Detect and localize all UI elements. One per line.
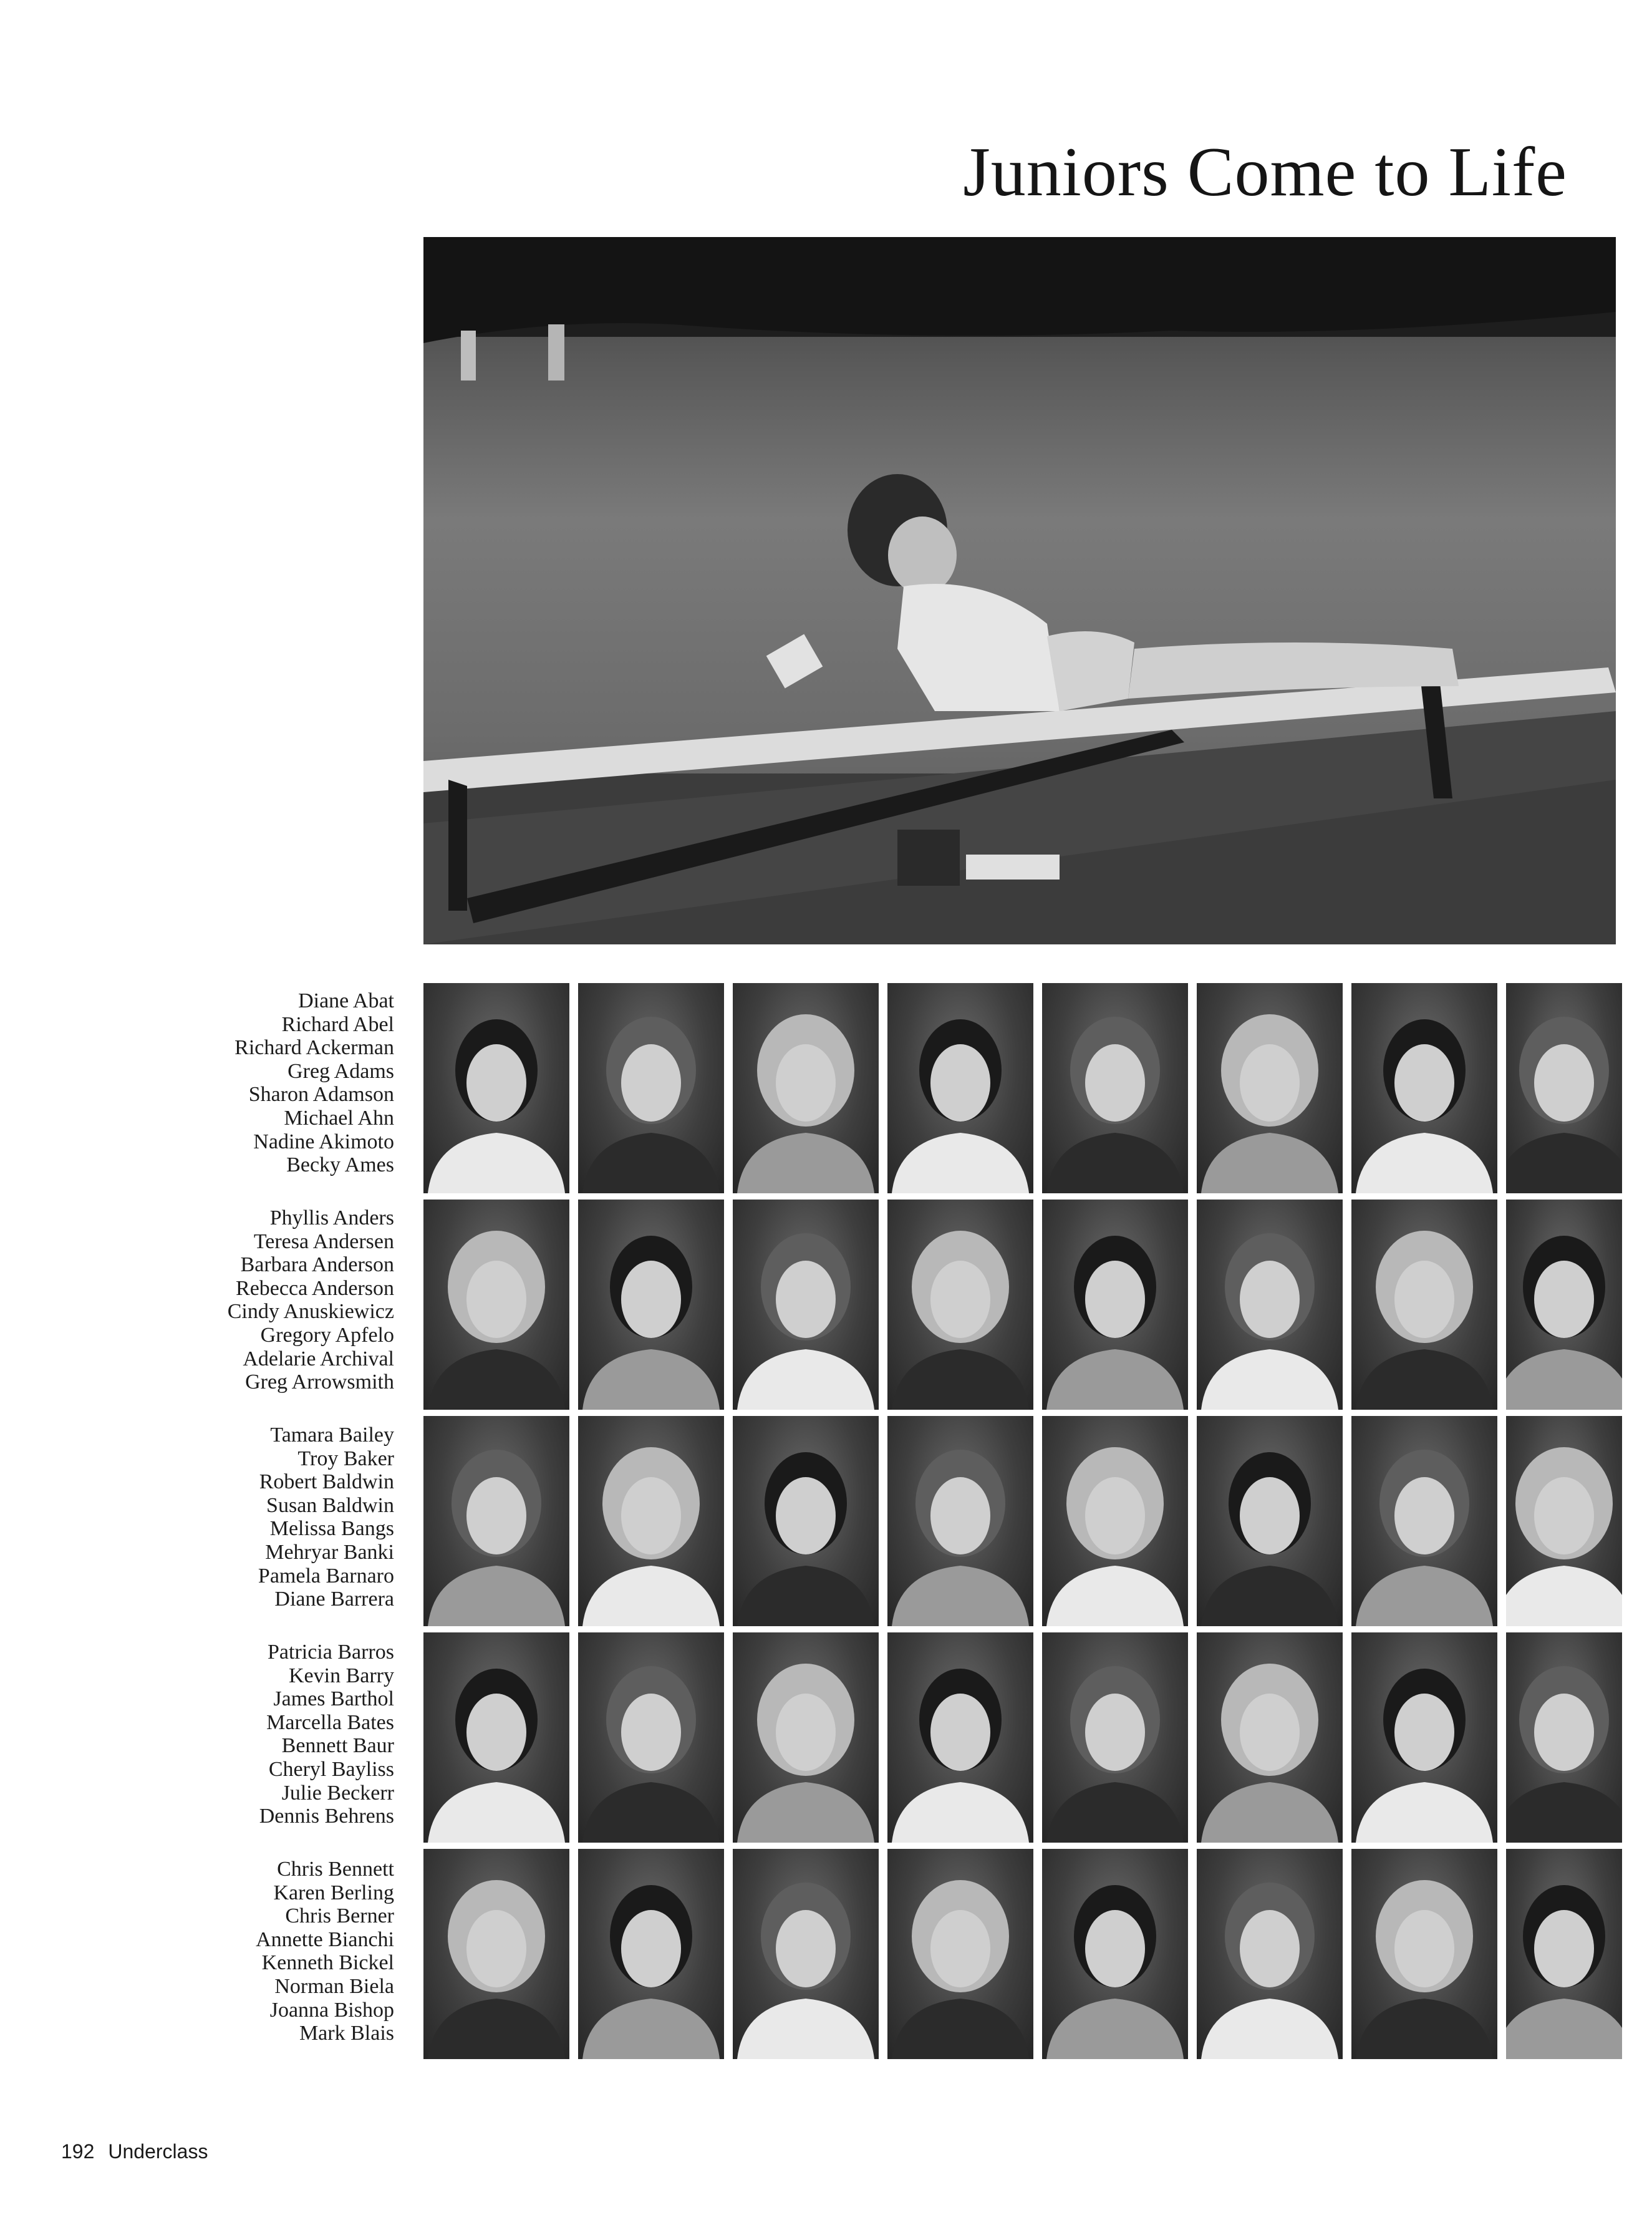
- student-portrait: [1351, 983, 1497, 1193]
- student-portrait: [1197, 1416, 1343, 1626]
- student-portrait: [1506, 1632, 1622, 1843]
- student-portrait: [1506, 1200, 1622, 1410]
- portrait-silhouette-icon: [733, 1200, 879, 1410]
- portrait-silhouette-icon: [578, 1416, 724, 1626]
- student-portrait: [423, 1632, 569, 1843]
- student-portrait: [1351, 1849, 1497, 2059]
- student-portrait: [733, 983, 879, 1193]
- portrait-silhouette-icon: [887, 1200, 1033, 1410]
- student-name: Kevin Barry: [288, 1664, 394, 1687]
- student-portrait: [1351, 1632, 1497, 1843]
- student-portrait: [733, 1416, 879, 1626]
- page-number: 192: [61, 2140, 95, 2163]
- hero-photo: [423, 237, 1616, 944]
- student-name: Becky Ames: [286, 1153, 394, 1177]
- student-portrait: [1197, 1849, 1343, 2059]
- name-list-group-3: [132, 1423, 394, 1611]
- portrait-silhouette-icon: [733, 1849, 879, 2059]
- page-footer: [61, 2140, 221, 2163]
- student-portrait: [578, 1632, 724, 1843]
- portrait-silhouette-icon: [1197, 983, 1343, 1193]
- student-portrait: [887, 1849, 1033, 2059]
- student-portrait: [1042, 1416, 1188, 1626]
- portrait-silhouette-icon: [1197, 1200, 1343, 1410]
- student-portrait: [578, 1849, 724, 2059]
- portrait-silhouette-icon: [1351, 983, 1497, 1193]
- portrait-row-3: [423, 1416, 1616, 1626]
- student-portrait: [423, 1416, 569, 1626]
- student-portrait: [423, 1200, 569, 1410]
- student-name: Pamela Barnaro: [258, 1564, 394, 1588]
- student-portrait: [1042, 1632, 1188, 1843]
- student-name: Diane Abat: [298, 989, 394, 1012]
- student-portrait: [423, 983, 569, 1193]
- student-name: Annette Bianchi: [256, 1927, 394, 1951]
- portrait-silhouette-icon: [1042, 1416, 1188, 1626]
- student-name: Kenneth Bickel: [261, 1951, 394, 1975]
- student-name: Norman Biela: [274, 1974, 394, 1998]
- student-name: Rebecca Anderson: [236, 1276, 394, 1300]
- portrait-row-4: [423, 1632, 1616, 1843]
- name-list-group-5: [132, 1858, 394, 2045]
- page-title: Juniors Come to Life: [963, 133, 1567, 211]
- section-name: Underclass: [108, 2140, 208, 2163]
- student-name: Susan Baldwin: [266, 1493, 394, 1517]
- student-portrait: [1506, 1416, 1622, 1626]
- portrait-silhouette-icon: [887, 1416, 1033, 1626]
- portrait-silhouette-icon: [1351, 1200, 1497, 1410]
- portrait-silhouette-icon: [1351, 1849, 1497, 2059]
- portrait-silhouette-icon: [578, 1849, 724, 2059]
- student-name: Teresa Andersen: [253, 1229, 394, 1253]
- name-list-group-4: [132, 1641, 394, 1828]
- portrait-silhouette-icon: [1197, 1849, 1343, 2059]
- student-portrait: [887, 1416, 1033, 1626]
- student-portrait: [733, 1849, 879, 2059]
- student-name: Karen Berling: [273, 1881, 394, 1904]
- student-portrait: [1506, 1849, 1622, 2059]
- portrait-silhouette-icon: [1506, 983, 1622, 1193]
- student-name: Julie Beckerr: [281, 1781, 394, 1805]
- student-name: Mehryar Banki: [265, 1540, 394, 1564]
- portrait-row-5: [423, 1849, 1616, 2059]
- student-portrait: [1042, 983, 1188, 1193]
- portrait-silhouette-icon: [1197, 1632, 1343, 1843]
- student-name: Bennett Baur: [281, 1734, 394, 1758]
- portrait-silhouette-icon: [1042, 1849, 1188, 2059]
- student-name: Michael Ahn: [284, 1106, 394, 1130]
- student-name: Cheryl Bayliss: [268, 1757, 394, 1781]
- portrait-silhouette-icon: [1197, 1416, 1343, 1626]
- student-name: Marcella Bates: [266, 1710, 394, 1734]
- student-portrait: [1506, 983, 1622, 1193]
- portrait-silhouette-icon: [423, 1849, 569, 2059]
- portrait-silhouette-icon: [733, 983, 879, 1193]
- portrait-silhouette-icon: [1042, 983, 1188, 1193]
- portrait-silhouette-icon: [1506, 1416, 1622, 1626]
- portrait-silhouette-icon: [733, 1416, 879, 1626]
- student-portrait: [1197, 983, 1343, 1193]
- student-portrait: [578, 1416, 724, 1626]
- student-portrait: [887, 983, 1033, 1193]
- student-name: Greg Arrowsmith: [245, 1370, 394, 1394]
- portrait-silhouette-icon: [423, 1200, 569, 1410]
- student-name: Melissa Bangs: [269, 1517, 394, 1541]
- student-name: Barbara Anderson: [240, 1253, 394, 1277]
- student-name: Richard Ackerman: [234, 1036, 394, 1060]
- student-name: James Barthol: [273, 1687, 394, 1711]
- portrait-silhouette-icon: [887, 1632, 1033, 1843]
- student-portrait: [887, 1200, 1033, 1410]
- student-portrait: [733, 1632, 879, 1843]
- portrait-silhouette-icon: [578, 1200, 724, 1410]
- student-name: Nadine Akimoto: [253, 1130, 394, 1153]
- portrait-silhouette-icon: [1351, 1632, 1497, 1843]
- student-portrait: [578, 1200, 724, 1410]
- student-name: Phyllis Anders: [269, 1206, 394, 1229]
- student-portrait: [887, 1632, 1033, 1843]
- student-name: Troy Baker: [297, 1447, 394, 1470]
- portrait-silhouette-icon: [1042, 1632, 1188, 1843]
- student-name: Robert Baldwin: [259, 1470, 394, 1494]
- student-name: Cindy Anuskiewicz: [227, 1300, 394, 1324]
- student-name: Patricia Barros: [268, 1641, 394, 1664]
- student-portrait: [1197, 1200, 1343, 1410]
- student-portrait: [578, 983, 724, 1193]
- portrait-silhouette-icon: [578, 1632, 724, 1843]
- student-name: Adelarie Archival: [243, 1347, 394, 1370]
- student-name: Mark Blais: [299, 2022, 394, 2045]
- student-name: Tamara Bailey: [270, 1423, 394, 1447]
- student-portrait: [1042, 1849, 1188, 2059]
- student-portrait: [1042, 1200, 1188, 1410]
- portrait-silhouette-icon: [1351, 1416, 1497, 1626]
- portrait-silhouette-icon: [887, 983, 1033, 1193]
- portrait-row-1: [423, 983, 1616, 1193]
- portrait-silhouette-icon: [578, 983, 724, 1193]
- student-name: Chris Berner: [285, 1904, 394, 1928]
- student-portrait: [1351, 1200, 1497, 1410]
- student-portrait: [733, 1200, 879, 1410]
- student-name: Diane Barrera: [274, 1588, 394, 1611]
- portrait-silhouette-icon: [1042, 1200, 1188, 1410]
- portrait-silhouette-icon: [733, 1632, 879, 1843]
- student-portrait: [1351, 1416, 1497, 1626]
- student-name: Greg Adams: [287, 1059, 394, 1083]
- student-name: Chris Bennett: [277, 1858, 394, 1881]
- portrait-silhouette-icon: [423, 1632, 569, 1843]
- portrait-silhouette-icon: [887, 1849, 1033, 2059]
- student-name: Richard Abel: [281, 1012, 394, 1036]
- portrait-silhouette-icon: [423, 1416, 569, 1626]
- portrait-silhouette-icon: [1506, 1849, 1622, 2059]
- student-name: Joanna Bishop: [269, 1998, 394, 2022]
- student-portrait: [1197, 1632, 1343, 1843]
- photo-girl-reading-on-bench-icon: [423, 237, 1616, 944]
- student-name: Dennis Behrens: [259, 1805, 394, 1828]
- portrait-silhouette-icon: [1506, 1632, 1622, 1843]
- name-list-group-1: [132, 989, 394, 1177]
- student-name: Sharon Adamson: [248, 1083, 394, 1107]
- portrait-silhouette-icon: [1506, 1200, 1622, 1410]
- student-name: Gregory Apfelo: [260, 1323, 394, 1347]
- portrait-silhouette-icon: [423, 983, 569, 1193]
- portrait-row-2: [423, 1200, 1616, 1410]
- name-list-group-2: [132, 1206, 394, 1394]
- student-portrait: [423, 1849, 569, 2059]
